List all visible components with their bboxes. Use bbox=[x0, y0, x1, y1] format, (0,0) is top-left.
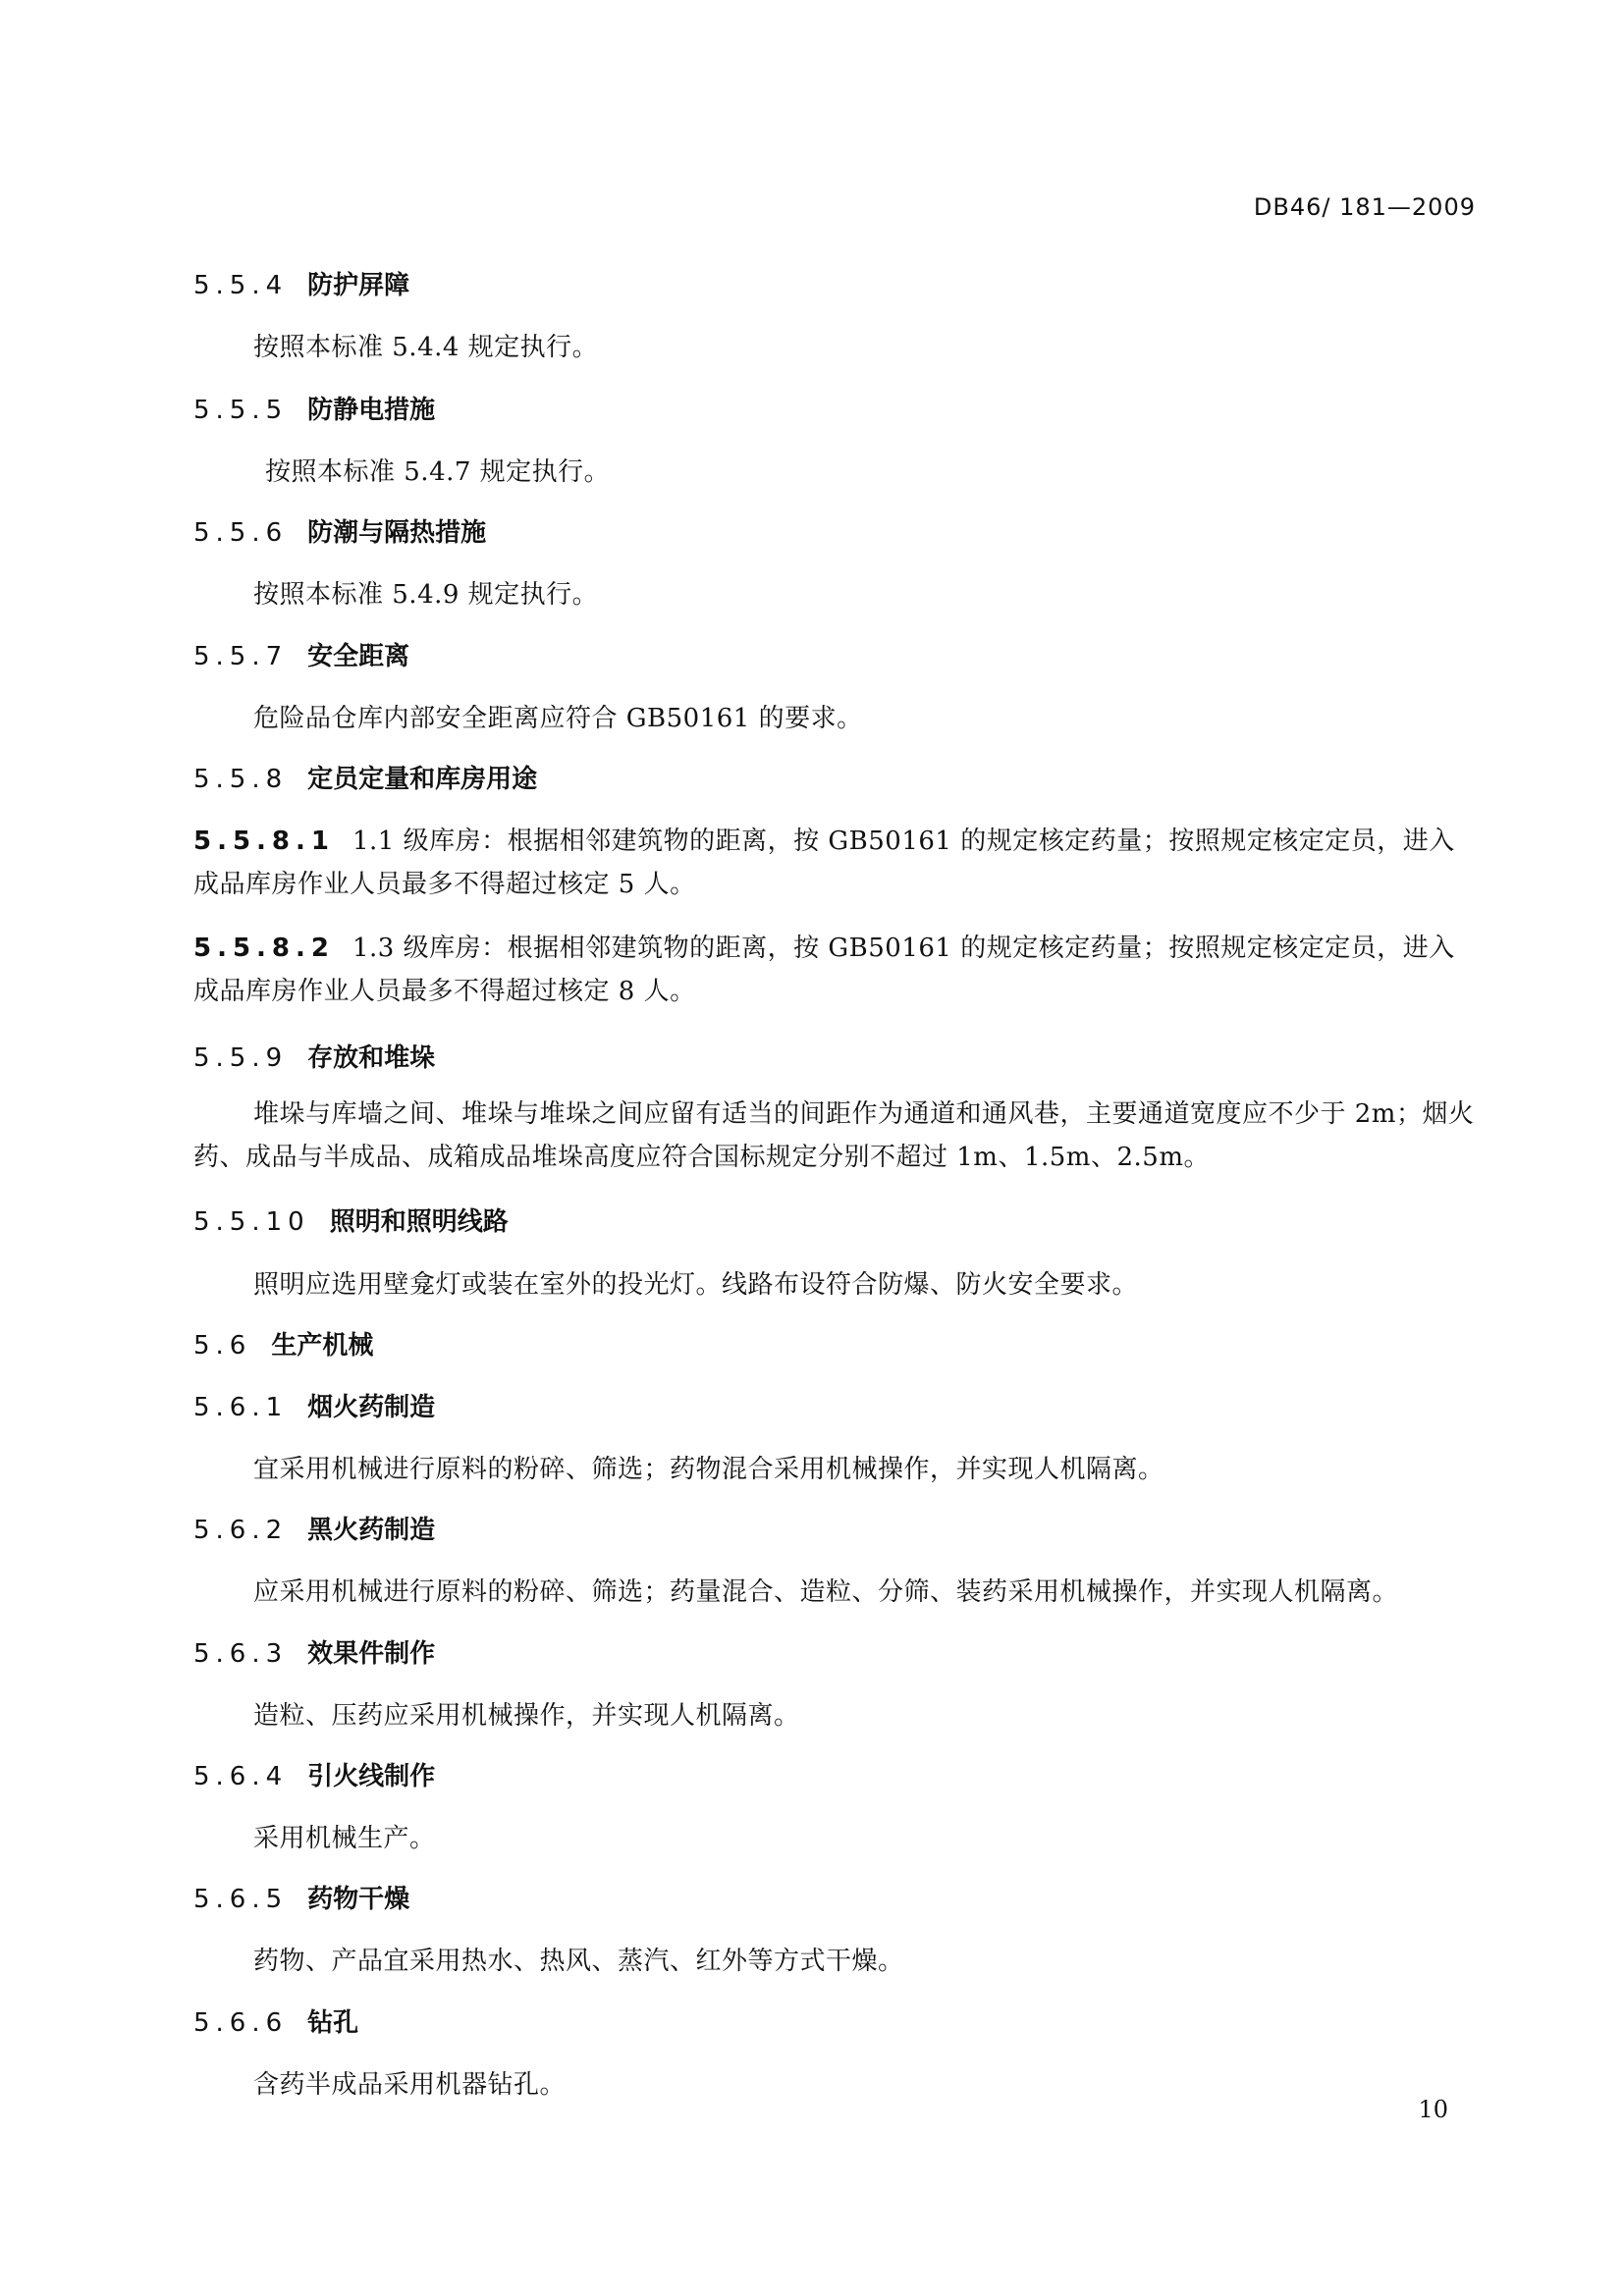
section-title: 引火线制作 bbox=[307, 1762, 436, 1791]
section-number: 5.6.3 bbox=[193, 1639, 289, 1669]
section-heading bbox=[193, 1325, 373, 1362]
section-body: 按照本标准 5.4.4 规定执行。 bbox=[253, 333, 599, 362]
section-heading bbox=[193, 759, 537, 795]
section-body: 含药半成品采用机器钻孔。 bbox=[253, 2070, 567, 2100]
section-heading bbox=[193, 390, 435, 426]
section-body: 按照本标准 5.4.7 规定执行。 bbox=[265, 457, 611, 487]
clause-text: 1.3 级库房：根据相邻建筑物的距离，按 GB50161 的规定核定药量；按照规定核定定员，进入成品库房作业人员最多不得超过核定 8 人。 bbox=[193, 934, 1455, 1006]
section-number: 5.5.8 bbox=[193, 765, 289, 794]
section-heading bbox=[193, 1387, 435, 1423]
section-body: 采用机械生产。 bbox=[253, 1824, 436, 1853]
section-title: 钻孔 bbox=[307, 2008, 359, 2038]
section-title: 黑火药制造 bbox=[307, 1516, 436, 1545]
section-number: 5.6 bbox=[193, 1331, 252, 1361]
section-title: 定员定量和库房用途 bbox=[307, 765, 538, 794]
section-title: 防静电措施 bbox=[307, 396, 436, 425]
section-body: 宜采用机械进行原料的粉碎、筛选；药物混合采用机械操作，并实现人机隔离。 bbox=[253, 1455, 1164, 1484]
section-number: 5.5.6 bbox=[193, 518, 289, 548]
section-title: 防潮与隔热措施 bbox=[307, 518, 487, 548]
section-body: 按照本标准 5.4.9 规定执行。 bbox=[253, 580, 599, 610]
document-code: DB46/ 181—2009 bbox=[1253, 193, 1476, 221]
section-title: 存放和堆垛 bbox=[307, 1043, 436, 1073]
section-title: 药物干燥 bbox=[307, 1885, 410, 1914]
section-number: 5.5.4 bbox=[193, 271, 289, 300]
section-heading bbox=[193, 265, 409, 301]
section-number: 5.5.7 bbox=[193, 642, 289, 671]
section-heading bbox=[193, 1756, 435, 1792]
section-number: 5.6.6 bbox=[193, 2008, 289, 2038]
section-heading bbox=[193, 2002, 358, 2039]
section-heading bbox=[193, 636, 409, 672]
section-title: 照明和照明线路 bbox=[329, 1207, 509, 1237]
section-body: 应采用机械进行原料的粉碎、筛选；药量混合、造粒、分筛、装药采用机械操作，并实现人机隔离。 bbox=[253, 1577, 1399, 1607]
section-number: 5.5.5 bbox=[193, 396, 289, 425]
section-body: 药物、产品宜采用热水、热风、蒸汽、红外等方式干燥。 bbox=[253, 1947, 904, 1976]
section-number: 5.6.4 bbox=[193, 1762, 289, 1791]
section-title: 安全距离 bbox=[307, 642, 410, 671]
section-title: 效果件制作 bbox=[307, 1639, 436, 1669]
section-heading bbox=[193, 1201, 509, 1238]
section-heading bbox=[193, 1633, 435, 1670]
section-heading bbox=[193, 1038, 435, 1074]
section-heading bbox=[193, 1879, 409, 1915]
section-body: 危险品仓库内部安全距离应符合 GB50161 的要求。 bbox=[253, 704, 863, 733]
section-title: 烟火药制造 bbox=[307, 1393, 436, 1422]
section-number: 5.6.1 bbox=[193, 1393, 289, 1422]
clause-number: 5.5.8.1 bbox=[193, 827, 335, 856]
section-number: 5.5.10 bbox=[193, 1207, 310, 1237]
page-number: 10 bbox=[1418, 2096, 1448, 2123]
section-number: 5.6.2 bbox=[193, 1516, 289, 1545]
section-title: 防护屏障 bbox=[307, 271, 410, 300]
section-heading bbox=[193, 512, 486, 549]
section-number: 5.6.5 bbox=[193, 1885, 289, 1914]
section-body: 堆垛与库墙之间、堆垛与堆垛之间应留有适当的间距作为通道和通风巷，主要通道宽度应不少于 2m；烟火药、成品与半成品、成箱成品堆垛高度应符合国标规定分别不超过 1m、1.5m、2.5m。 bbox=[193, 1099, 1475, 1172]
section-body: 造粒、压药应采用机械操作，并实现人机隔离。 bbox=[253, 1701, 800, 1731]
section-heading bbox=[193, 1510, 435, 1546]
section-body: 照明应选用壁龛灯或装在室外的投光灯。线路布设符合防爆、防火安全要求。 bbox=[253, 1270, 1139, 1300]
clause-text: 1.1 级库房：根据相邻建筑物的距离，按 GB50161 的规定核定药量；按照规定核定定员，进入成品库房作业人员最多不得超过核定 5 人。 bbox=[193, 827, 1455, 899]
section-number: 5.5.9 bbox=[193, 1043, 289, 1073]
clause-paragraph bbox=[193, 927, 1476, 1013]
section-title: 生产机械 bbox=[271, 1331, 374, 1361]
clause-paragraph bbox=[193, 820, 1476, 906]
clause-number: 5.5.8.2 bbox=[193, 934, 335, 963]
